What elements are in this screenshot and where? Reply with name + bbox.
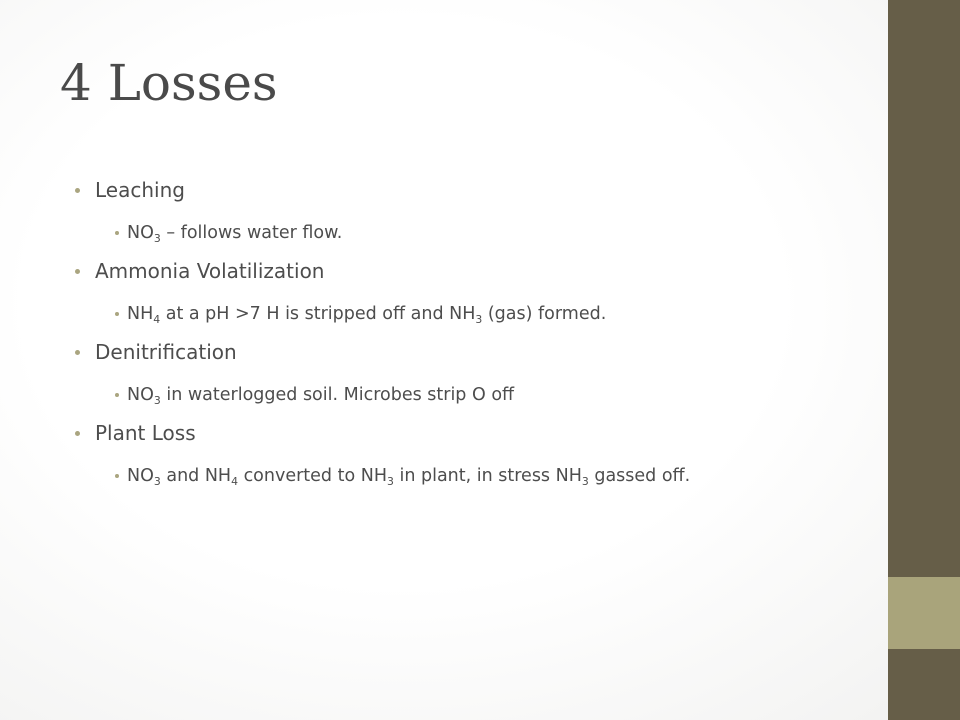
slide-title: 4 Losses bbox=[60, 54, 278, 112]
bullet-heading: Ammonia Volatilization bbox=[95, 259, 325, 283]
bullet-detail-text: 3 bbox=[153, 474, 161, 488]
bullet-detail-text: in plant, in stress NH bbox=[393, 466, 582, 486]
bullet-detail bbox=[127, 383, 514, 407]
sub-bullet-dot-icon bbox=[115, 231, 119, 235]
bullet-heading: Denitrification bbox=[95, 340, 237, 364]
bullet-dot-icon bbox=[75, 269, 80, 274]
bullet-detail-text: – follows water flow. bbox=[160, 223, 343, 243]
bullet-detail-text: 3 bbox=[153, 231, 161, 245]
bullet-detail-text: gassed off. bbox=[588, 466, 691, 486]
bullet-detail-text: 4 bbox=[153, 312, 161, 326]
bullet-heading: Leaching bbox=[95, 178, 185, 202]
bullet-detail-text: 3 bbox=[581, 474, 589, 488]
sub-bullet-dot-icon bbox=[115, 474, 119, 478]
sidebar-band-top bbox=[888, 0, 960, 577]
bullet-detail-text: NO bbox=[127, 385, 154, 405]
sub-bullet-dot-icon bbox=[115, 393, 119, 397]
bullet-dot-icon bbox=[75, 431, 80, 436]
bullet-detail-text: NO bbox=[127, 466, 154, 486]
bullet-detail-text: in waterlogged soil. Microbes strip O off bbox=[160, 385, 515, 405]
sub-bullet-dot-icon bbox=[115, 312, 119, 316]
bullet-detail-text: (gas) formed. bbox=[482, 304, 607, 324]
bullet-dot-icon bbox=[75, 188, 80, 193]
sidebar-band-middle bbox=[888, 577, 960, 649]
bullet-detail bbox=[127, 221, 342, 245]
bullet-detail-text: 3 bbox=[153, 393, 161, 407]
bullet-detail-text: and NH bbox=[160, 466, 232, 486]
decorative-sidebar bbox=[888, 0, 960, 720]
bullet-heading: Plant Loss bbox=[95, 421, 196, 445]
sidebar-band-bottom bbox=[888, 649, 960, 720]
bullet-detail-text: 4 bbox=[231, 474, 238, 488]
bullet-detail bbox=[127, 464, 690, 488]
bullet-detail-text: 3 bbox=[475, 312, 483, 326]
bullet-detail-text: at a pH >7 H is stripped off and NH bbox=[160, 304, 476, 324]
bullet-detail bbox=[127, 302, 606, 326]
bullet-detail-text: 3 bbox=[386, 474, 394, 488]
bullet-detail-text: converted to NH bbox=[238, 466, 387, 486]
bullet-detail-text: NO bbox=[127, 223, 154, 243]
bullet-detail-text: NH bbox=[127, 304, 154, 324]
bullet-dot-icon bbox=[75, 350, 80, 355]
